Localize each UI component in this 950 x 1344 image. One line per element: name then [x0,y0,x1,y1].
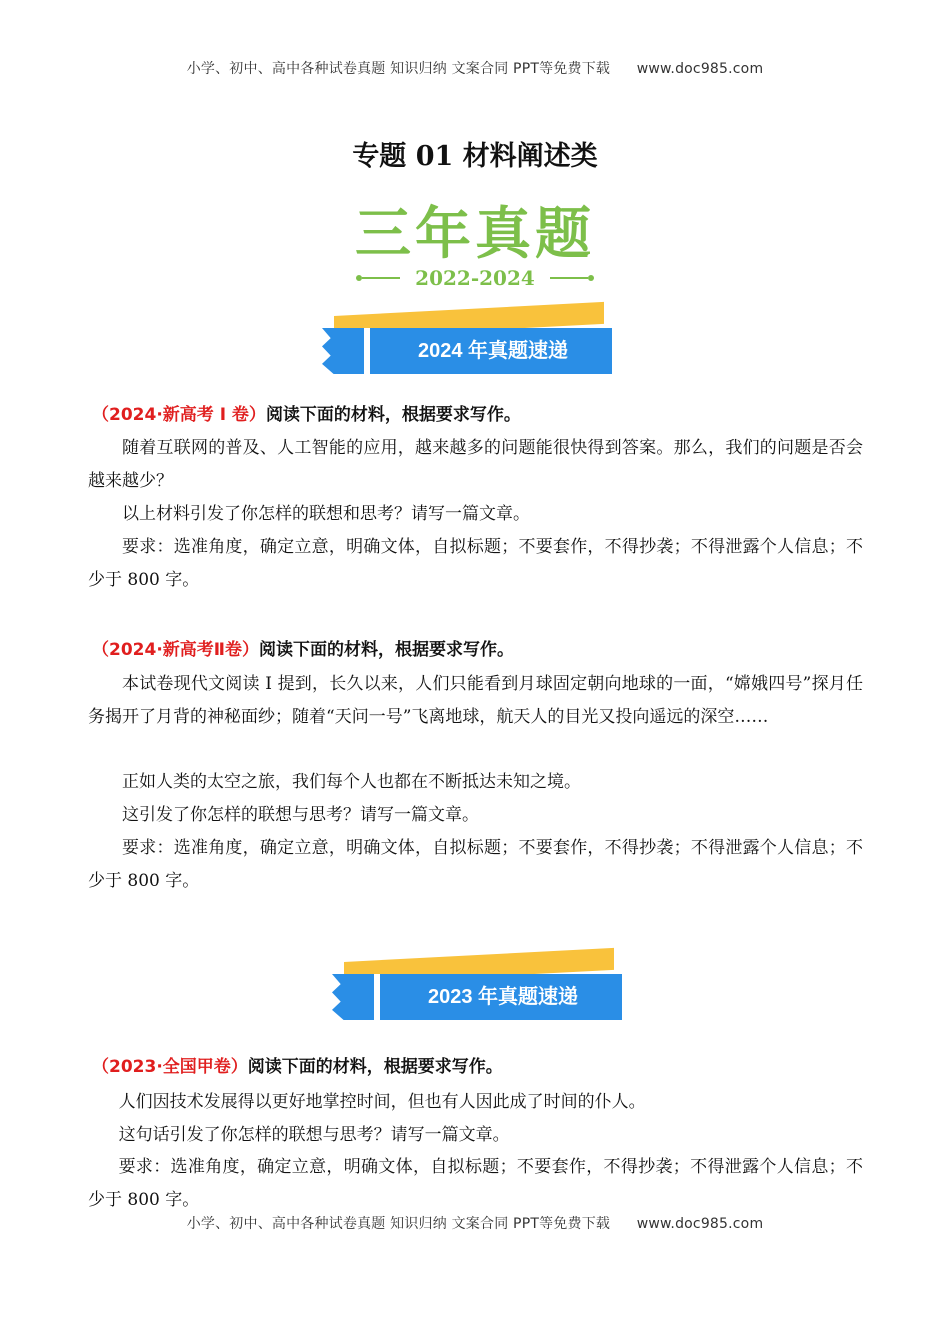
header-site-link[interactable]: www.doc985.com [636,61,764,77]
question-heading [92,400,521,425]
question-paragraph: 本试卷现代文阅读 I 提到，长久以来，人们只能看到月球固定朝向地球的一面，“嫦娥四号”探月任务揭开了月背的神秘面纱；随着“天问一号”飞离地球，航天人的目光又投向遥远的深空…… [88,674,863,727]
page-title: 专题 01 材料阐述类 [352,141,598,172]
big-title: 三年真题 [355,202,595,267]
question-heading [92,1052,503,1077]
left-decoration [362,277,400,279]
question-prompt: 阅读下面的材料，根据要求写作。 [247,1057,503,1077]
question-prompt: 阅读下面的材料，根据要求写作。 [258,640,514,660]
page-header [0,58,950,78]
question-paragraph: 要求：选准角度，确定立意，明确文体，自拟标题；不要套作，不得抄袭；不得泄露个人信息；不少于 800 字。 [88,537,863,590]
banner-white-strip [364,328,370,374]
question-paragraph: 以上材料引发了你怎样的联想和思考？请写一篇文章。 [122,504,530,524]
banner-label: 2023 年真题速递 [427,986,579,1008]
question-paragraph: 这句话引发了你怎样的联想与思考？请写一篇文章。 [118,1125,510,1145]
page-footer [0,1213,950,1233]
question-paragraph: 人们因技术发展得以更好地掌控时间，但也有人因此成了时间的仆人。 [118,1092,646,1112]
question-paragraph: 这引发了你怎样的联想与思考？请写一篇文章。 [122,805,479,825]
footer-text: 小学、初中、高中各种试卷真题 知识归纳 文案合同 PPT等免费下载 [186,1216,611,1232]
question-paragraph: 要求：选准角度，确定立意，明确文体，自拟标题；不要套作，不得抄袭；不得泄露个人信息；不少于 800 字。 [88,838,863,891]
years-row [0,266,950,296]
section-banner-2023 [332,962,632,1024]
years-label: 2022-2024 [415,266,535,290]
header-text: 小学、初中、高中各种试卷真题 知识归纳 文案合同 PPT等免费下载 [186,61,611,77]
question-prompt: 阅读下面的材料，根据要求写作。 [265,405,521,425]
footer-site-link[interactable]: www.doc985.com [636,1216,764,1232]
question-source: （2024·新高考 I 卷） [92,405,266,425]
question-paragraph: 正如人类的太空之旅，我们每个人也都在不断抵达未知之境。 [122,772,581,792]
banner-white-strip [374,974,380,1020]
right-decoration [550,277,588,279]
question-paragraph: 要求：选准角度，确定立意，明确文体，自拟标题；不要套作，不得抄袭；不得泄露个人信息；不少于 800 字。 [88,1157,863,1210]
banner-label: 2024 年真题速递 [417,340,569,362]
section-banner-2024 [322,316,622,378]
question-paragraph: 随着互联网的普及、人工智能的应用，越来越多的问题能很快得到答案。那么，我们的问题是否会越来越少？ [88,438,863,491]
question-source: （2023·全国甲卷） [92,1057,248,1077]
question-heading [92,635,514,660]
question-source: （2024·新高考Ⅱ卷） [92,640,259,660]
